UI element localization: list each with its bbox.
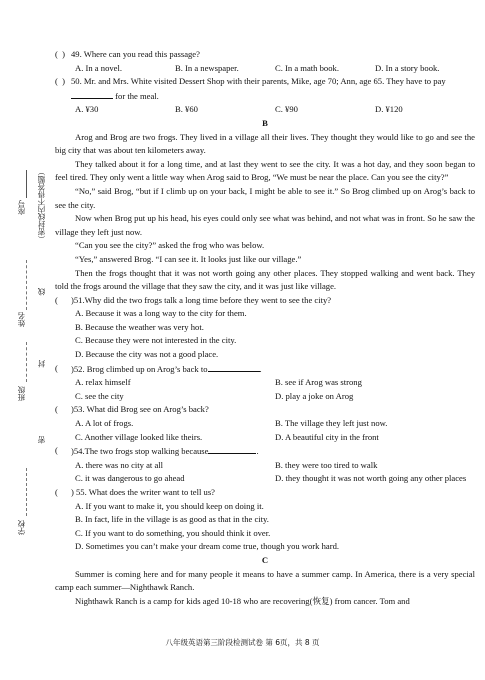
answer-bracket[interactable]: ( [55,362,58,373]
option-a: A. ¥30 [75,104,99,115]
name-line [26,260,39,310]
question-54-options-row2 [55,472,475,486]
passage-b [55,131,475,294]
question-stem: )51.Why did the two frogs talk a long time before they went to see the city? [71,294,332,305]
answer-bracket[interactable]: ( ) [55,49,66,59]
paragraph: Summer is coming here and for many people it means to have a summer camp. In America, there is a very special camp each summer—Nighthawk Ranch. [55,568,475,593]
question-55 [55,486,475,500]
option-a: A. A lot of frogs. [75,418,134,429]
paragraph: Nighthawk Ranch is a camp for kids aged 10-18 who are recovering(恢复) from cancer. Tom and [75,595,410,606]
paragraph: “Yes,” answered Brog. “I can see it. It looks just like our village.” [75,253,302,264]
option-d: D. Because the city was not a good place. [75,349,219,360]
paragraph: “No,” said Brog, “but if I climb up on your back, I might be able to see it.” So Brog climbed up on Arog’s back to see the city. [55,185,475,210]
option-d: D. ¥120 [375,104,403,115]
option-c: C. If you want to do something, you should think it over. [75,527,271,538]
passage-c [55,568,475,609]
paragraph: “Can you see the city?” asked the frog who was below. [75,240,265,251]
question-51 [55,294,475,308]
school-label: 学校 [17,520,26,535]
question-52-options [55,376,475,390]
question-49 [55,48,475,62]
binding-note: （密封线内不得答题） [37,168,46,243]
answer-blank[interactable] [71,89,113,99]
question-49-options [55,62,475,76]
option-d: D. Sometimes you can’t make your dream come true, though you work hard. [75,541,340,552]
question-stem: ) 55. What does the writer want to tell us? [71,487,215,497]
option-a: A. relax himself [75,377,131,388]
question-53-options-row2 [55,431,475,445]
paragraph: Then the frogs thought that it was not worth going any other places. They stopped walking and went back. They told the frogs around the village that they saw the city, and it was just like village. [55,267,475,292]
option-c: C. ¥90 [275,104,298,115]
binding-margin [0,0,54,680]
question-stem: )53. What did Brog see on Arog’s back? [71,404,209,415]
binding-secret-mark: 密 [37,436,46,444]
question-54-options [55,459,475,473]
name-label: 姓名 [17,312,26,327]
option-b: B. Because the weather was very hot. [75,321,204,332]
option-b: B. In fact, life in the village is as good as that in the city. [75,514,269,525]
option-c: C. Because they were not interested in the city. [75,335,237,346]
seat-number-label: 座号 [17,200,26,215]
answer-blank[interactable] [208,362,260,372]
school-line [26,468,39,516]
option-a: A. Because it was a long way to the city for them. [75,308,247,319]
page-footer: 八年级英语第三阶段检测试卷 第 6页，共 8 页 [165,638,320,647]
option-d: D. In a story book. [375,62,440,73]
binding-line-mark: 线 [37,288,46,296]
question-stem: 50. Mr. and Mrs. White visited Dessert Shop with their parents, Mike, age 70; Ann, age 65. They have to pay for the meal. [71,76,446,101]
option-b: B. In a newspaper. [175,62,239,73]
exam-content [55,48,475,608]
answer-bracket[interactable]: ( [55,487,58,497]
option-c: C. see the city [75,390,124,401]
option-d: D. A beautiful city in the front [275,431,379,442]
class-label: 班级 [17,386,26,401]
question-stem: 49. Where can you read this passage? [71,49,200,59]
option-d: D. they thought it was not worth going any other places [275,473,467,484]
section-heading-b: B [262,117,268,128]
option-b: B. see if Arog was strong [275,377,362,388]
option-a: A. If you want to make it, you should keep on doing it. [75,500,264,511]
section-heading-c: C [261,554,269,565]
question-stem: )54.The two frogs stop walking because . [71,446,259,457]
question-50-options [55,103,475,117]
answer-bracket[interactable]: ( [55,445,58,456]
class-line [26,342,39,382]
question-50 [55,75,475,103]
option-c: C. In a math book. [275,62,339,73]
option-b: B. they were too tired to walk [275,459,378,470]
question-stem: )52. Brog climbed up on Arog’s back to . [71,363,262,374]
question-52-options-row2 [55,390,475,404]
answer-bracket[interactable]: ( [55,294,58,305]
answer-bracket[interactable]: ( ) [55,76,66,87]
question-52 [55,362,475,377]
question-53 [55,403,475,417]
option-a: A. there was no city at all [75,459,164,470]
option-c: C. Another village looked like theirs. [75,431,203,442]
option-a: A. In a novel. [75,62,123,73]
option-b: B. The village they left just now. [275,418,388,429]
paragraph: Now when Brog put up his head, his eyes could only see what was behind, and not what was in front. So he saw the village they left just now. [55,213,475,237]
binding-seal-mark: 封 [37,360,46,368]
paragraph: They talked about it for a long time, and at last they went to see the city. It was a hot day, and they soon began to feel tired. They only went a little way when Arog said to Brog, “We must be near the place. Can you see the city?” [55,158,475,183]
option-c: C. it was dangerous to go ahead [75,473,185,484]
answer-bracket[interactable]: ( [55,404,58,415]
option-d: D. play a joke on Arog [275,390,354,401]
answer-blank[interactable] [208,444,256,454]
question-53-options [55,417,475,431]
option-b: B. ¥60 [175,104,198,115]
paragraph: Arog and Brog are two frogs. They lived in a village all their lives. They thought they would like to go and see the big city that was about ten kilometers away. [55,131,475,156]
question-54 [55,444,475,459]
